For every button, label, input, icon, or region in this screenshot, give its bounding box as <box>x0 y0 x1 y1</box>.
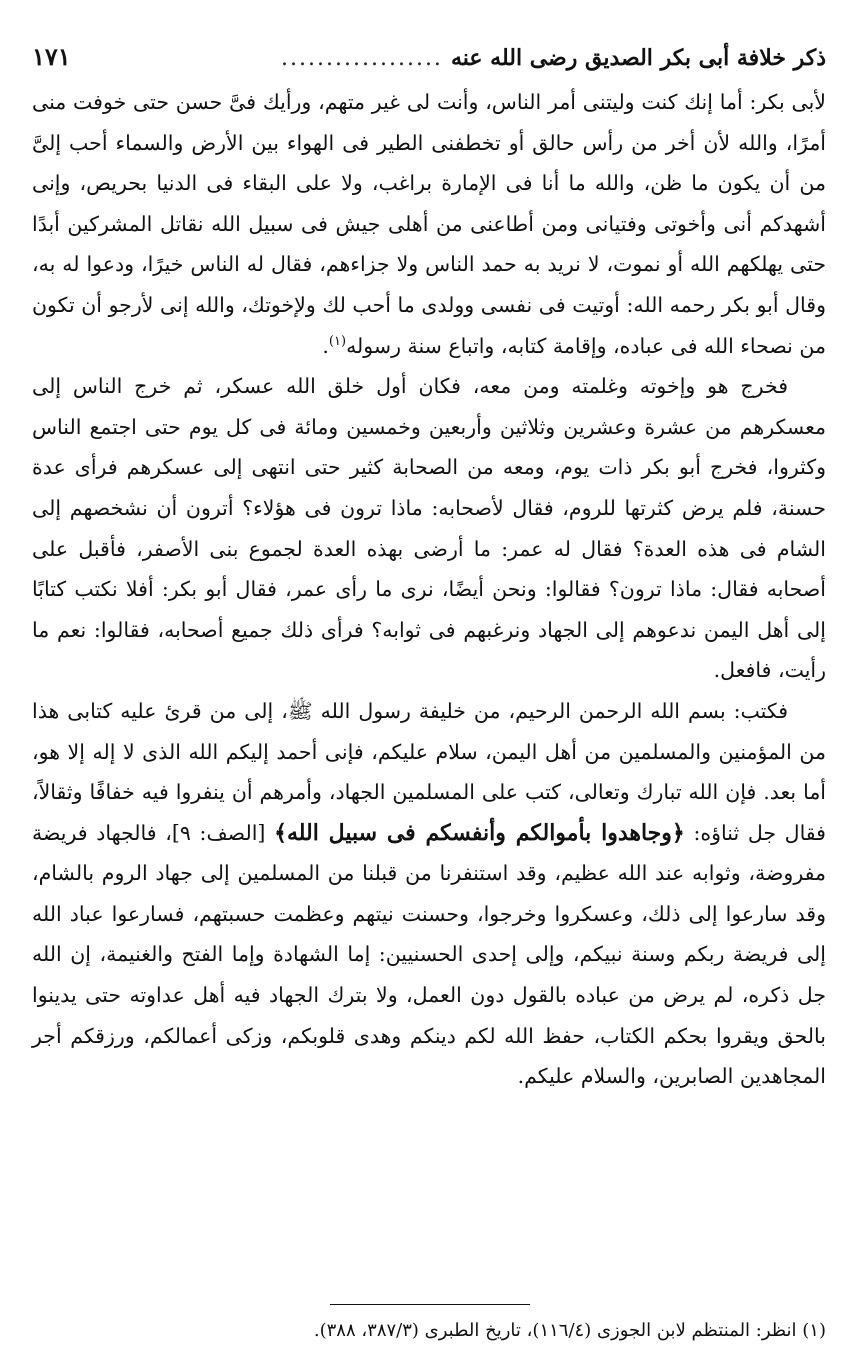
quran-verse: ﴿وجاهدوا بأموالكم وأنفسكم فى سبيل الله﴾ <box>274 819 685 846</box>
page-number: ١٧١ <box>32 42 71 71</box>
paragraph <box>32 82 826 366</box>
page-body <box>32 82 826 1097</box>
paragraph-tail: . <box>322 333 329 358</box>
paragraph-text: فخرج هو وإخوته وغلمته ومن معه، فكان أول خلق الله عسكر، ثم خرج الناس إلى معسكرهم من عشرة وعشرين وثلاثين وأربعين وخمسين ومائة فى كل يوم حتى اجتمع الناس وكثروا، فخرج أبو بكر ذات يوم، ومعه من الصحابة كثير حتى انتهى إلى عسكرهم فرأى عدة حسنة، فلم يرض كثرتها للروم، فقال لأصحابه: ماذا ترون فى هؤلاء؟ أترون أن نشخصهم إلى الشام فى هذه العدة؟ فقال له عمر: ما أرضى بهذه العدة لجموع بنى الأصفر، فأقبل على أصحابه فقال: ماذا ترون؟ فقالوا: ونحن أيضًا، نرى ما رأى عمر، فقال أبو بكر: أفلا نكتب كتابًا إلى أهل اليمن ندعوهم إلى الجهاد ونرغبهم فى ثوابه؟ فرأى ذلك جميع أصحابه، فقالوا: نعم ما رأيت، فافعل. <box>32 374 826 683</box>
paragraph-text: لأبى بكر: أما إنك كنت وليتنى أمر الناس، وأنت لى غير متهم، ورأيك فىَّ حسن حتى خوفت منى أمرًا، والله لأن أخر من رأس حالق أو تخطفنى الطير فى الهواء بين الأرض والسماء أحب إلىَّ من أن يكون ما ظن، والله ما أنا فى الإمارة براغب، ولا على البقاء فى الدنيا بحريص، وإنى أشهدكم أنى وأخوتى وفتيانى ومن أطاعنى من أهلى جيش فى سبيل الله نقاتل المشركين أبدًا حتى يهلكهم الله أو نموت، لا نريد به حمد الناس ولا جزاءهم، فقال له الناس خيرًا، ودعوا له به، وقال أبو بكر رحمه الله: أوتيت فى نفسى وولدى ما أحب لك ولإخوتك، والله إنى لأرجو أن تكون من نصحاء الله فى عباده، وإقامة كتابه، واتباع سنة رسوله <box>32 90 826 358</box>
running-header <box>32 42 826 82</box>
paragraph <box>32 691 826 1097</box>
chapter-title: ذكر خلافة أبى بكر الصديق رضى الله عنه <box>450 45 826 71</box>
footnote-divider <box>330 1304 530 1305</box>
footnote-reference[interactable]: (١) <box>328 333 347 349</box>
footnote: (١) انظر: المنتظم لابن الجوزى (١١٦/٤)، تاريخ الطبرى (٣٨٧/٣، ٣٨٨). <box>313 1320 826 1341</box>
paragraph-text: فكتب: بسم الله الرحمن الرحيم، من خليفة رسول الله ﷺ، إلى من قرئ عليه كتابى هذا من المؤمنين والمسلمين من أهل اليمن، سلام عليكم، فإنى أحمد إليكم الله الذى لا إله إلا هو، أما بعد. فإن الله تبارك وتعالى، كتب على المسلمين الجهاد، وأمرهم أن ينفروا فيه خفافًا وثقالاً، فقال جل ثناؤه: <box>32 698 826 845</box>
paragraph-text: [الصف: ٩]، فالجهاد فريضة مفروضة، وثوابه عند الله عظيم، وقد استنفرنا من قبلنا من المسلمين إلى جهاد الروم بالشام، وقد سارعوا إلى ذلك، وعسكروا وخرجوا، وحسنت نيتهم وعظمت حسبتهم، فسارعوا عباد الله إلى فريضة ربكم وسنة نبيكم، وإلى إحدى الحسنيين: إما الشهادة وإما الفتح والغنيمة، إن الله جل ذكره، لم يرض من عباده بالقول دون العمل، ولا بترك الجهاد فيه أهل عداوته حتى يدينوا بالحق ويقروا بحكم الكتاب، حفظ الله لكم دينكم وهدى قلوبكم، وزكى أعمالكم، ورزقكم أجر المجاهدين الصابرين، والسلام عليكم. <box>32 820 826 1089</box>
paragraph <box>32 366 826 691</box>
leader-dots: .................. <box>281 46 443 71</box>
